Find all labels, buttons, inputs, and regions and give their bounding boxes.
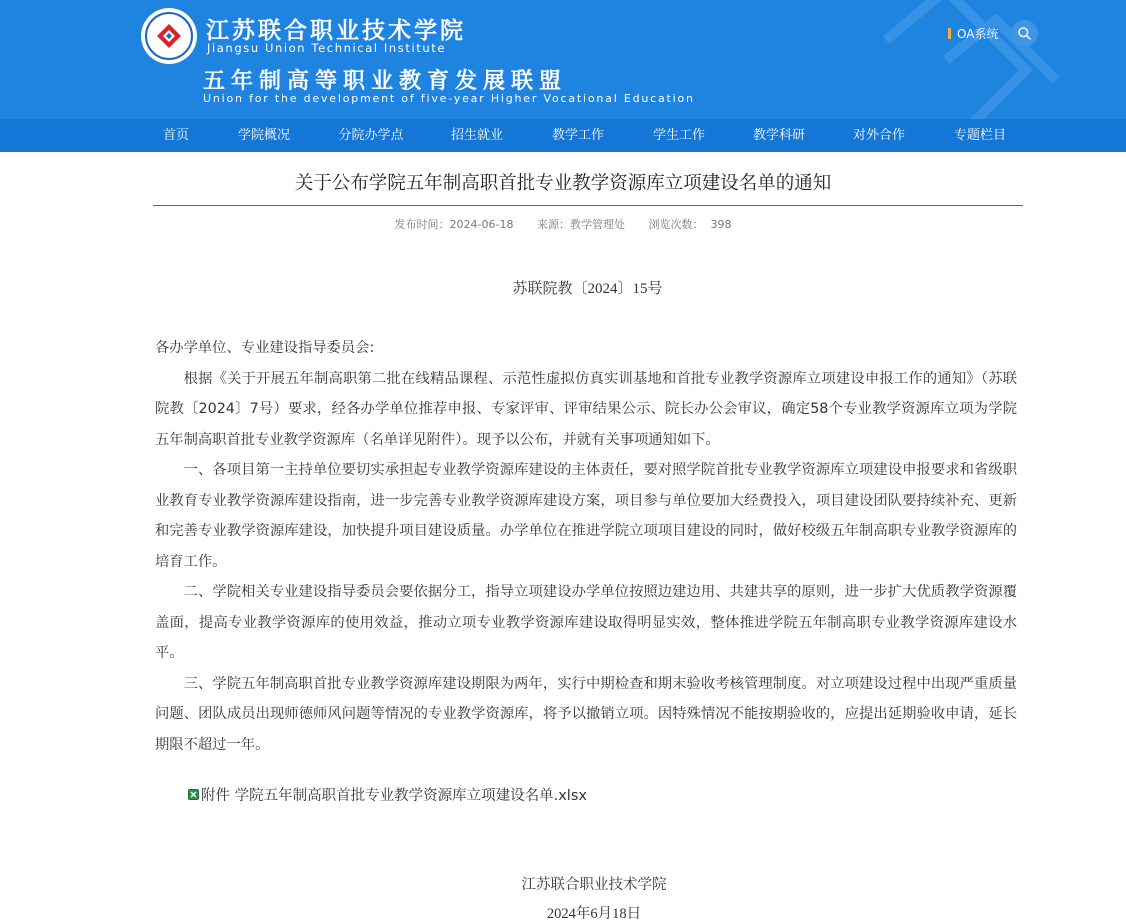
paragraph: 一、各项目第一主持单位要切实承担起专业教学资源库建设的主体责任，要对照学院首批专业教学资源库立项建设申报要求和省级职业教育专业教学资源库建设指南，进一步完善专业教学资源库建设方案，项目参与单位要加大经费投入，项目建设团队要持续补充、更新和完善专业教学资源库建设，加快提升项目建设质量。办学单位在推进学院立项项目建设的同时，做好校级五年制高职专业教学资源库的培育工作。 [155, 462, 1017, 570]
nav-item-teaching[interactable]: 教学工作 [551, 128, 605, 143]
paragraph: 根据《关于开展五年制高职第二批在线精品课程、示范性虚拟仿真实训基地和首批专业教学资源库立项建设申报工作的通知》（苏联院教〔2024〕7号）要求，经各办学单位推荐申报、专家评审、评审结果公示、院长办公会审议，确定58个专业教学资源库立项为学院五年制高职首批专业教学资源库（名单详见附件）。现予以公布，并就有关事项通知如下。 [155, 370, 1017, 448]
title-divider [153, 205, 1023, 206]
school-name-en: Jiangsu Union Technical Institute [207, 41, 447, 55]
school-logo[interactable] [141, 8, 197, 64]
nav-item-research[interactable]: 教学科研 [752, 128, 806, 143]
nav-item-cooperation[interactable]: 对外合作 [852, 128, 906, 143]
oa-accent-bar [948, 28, 951, 39]
nav-item-overview[interactable]: 学院概况 [237, 128, 291, 143]
nav-item-topics[interactable]: 专题栏目 [953, 128, 1007, 143]
excel-file-icon [188, 789, 199, 800]
publish-date: 发布时间：2024-06-18 [394, 218, 514, 231]
paragraph: 三、学院五年制高职首批专业教学资源库建设期限为两年，实行中期检查和期末验收考核管理制度。对立项建设过程中出现严重质量问题、团队成员出现师德师风问题等情况的专业教学资源库，将予以撤销立项。因特殊情况不能按期验收的，应提出延期验收申请，延长期限不超过一年。 [155, 675, 1017, 753]
main-nav [0, 119, 1126, 152]
source: 来源：教学管理处 [536, 218, 625, 231]
alliance-name-cn: 五年制高等职业教育发展联盟 [203, 68, 568, 94]
view-count-label: 浏览次数： [648, 218, 704, 231]
view-count-value: 398 [710, 218, 732, 231]
nav-item-home[interactable]: 首页 [162, 128, 190, 143]
nav-item-branches[interactable]: 分院办学点 [338, 128, 404, 143]
article-meta [0, 216, 1126, 232]
nav-item-students[interactable]: 学生工作 [652, 128, 706, 143]
watermark-decoration [826, 0, 1126, 119]
salutation: 各办学单位、专业建设指导委员会: [155, 340, 375, 356]
search-icon [1017, 26, 1032, 41]
site-header [0, 0, 1126, 119]
signature-org: 江苏联合职业技术学院 [521, 877, 667, 893]
article-title: 关于公布学院五年制高职首批专业教学资源库立项建设名单的通知 [294, 173, 832, 194]
search-button[interactable] [1011, 20, 1038, 47]
oa-label: OA系统 [957, 27, 999, 41]
view-count [648, 218, 731, 231]
article-body [155, 333, 1017, 760]
school-name-cn: 江苏联合职业技术学院 [206, 17, 466, 44]
nav-item-admissions[interactable]: 招生就业 [450, 128, 504, 143]
paragraph: 二、学院相关专业建设指导委员会要依据分工，指导立项建设办学单位按照边建边用、共建共享的原则，进一步扩大优质教学资源覆盖面，提高专业教学资源库的使用效益，推动立项专业教学资源库建设取得明显实效，整体推进学院五年制高职专业教学资源库建设水平。 [155, 584, 1017, 661]
alliance-name-en: Union for the development of five-year Higher Vocational Education [203, 92, 695, 105]
attachment-link[interactable] [188, 784, 587, 805]
attachment-label: 附件 学院五年制高职首批专业教学资源库立项建设名单.xlsx [201, 788, 587, 804]
document-number: 苏联院教〔2024〕15号 [512, 281, 663, 297]
oa-system-link[interactable] [948, 25, 998, 42]
signature-date: 2024年6月18日 [546, 906, 642, 922]
